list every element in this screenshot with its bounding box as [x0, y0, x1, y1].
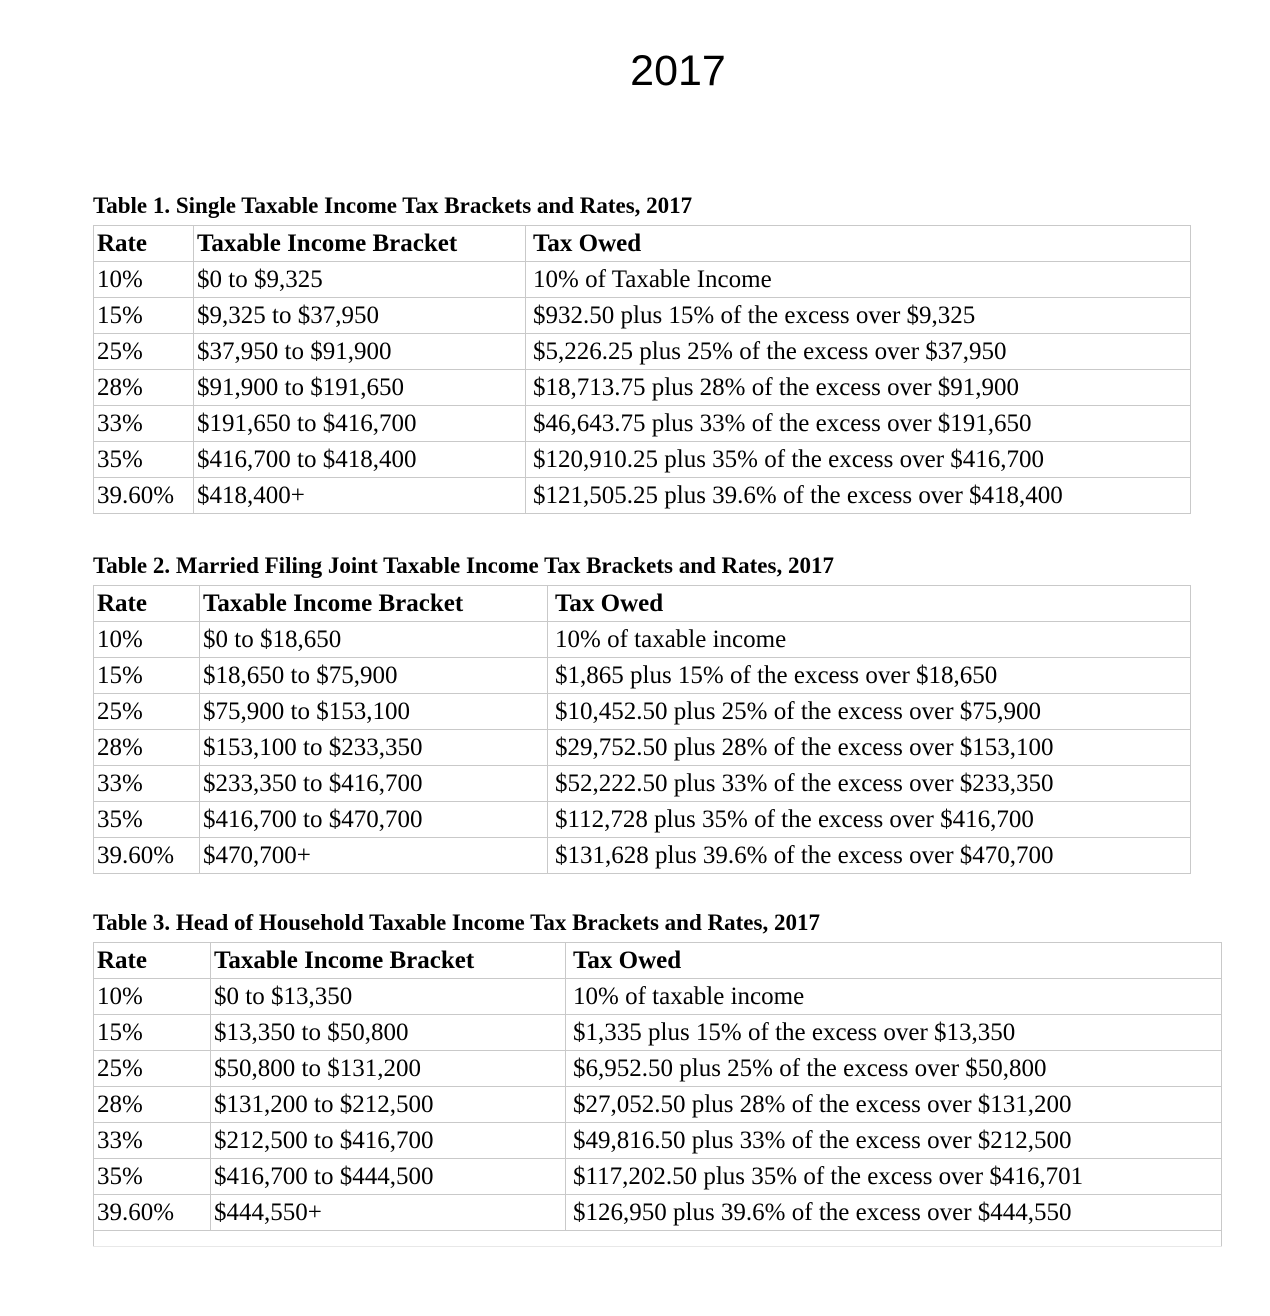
cell-rate: 25% — [94, 694, 200, 730]
empty-trailing-row — [94, 1231, 1222, 1247]
column-header-bracket: Taxable Income Bracket — [211, 943, 566, 979]
table-row — [94, 442, 1191, 478]
cell-bracket: $153,100 to $233,350 — [200, 730, 548, 766]
cell-tax-owed: $18,713.75 plus 28% of the excess over $91,900 — [526, 370, 1191, 406]
cell-rate: 39.60% — [94, 478, 194, 514]
cell-bracket: $0 to $18,650 — [200, 622, 548, 658]
cell-tax-owed: $29,752.50 plus 28% of the excess over $153,100 — [548, 730, 1191, 766]
cell-bracket: $91,900 to $191,650 — [194, 370, 526, 406]
table-row — [94, 658, 1191, 694]
cell-rate: 35% — [94, 1159, 211, 1195]
married-joint-tax-table — [93, 585, 1191, 874]
cell-bracket: $212,500 to $416,700 — [211, 1123, 566, 1159]
cell-rate: 35% — [94, 442, 194, 478]
cell-bracket: $37,950 to $91,900 — [194, 334, 526, 370]
table-2-caption: Table 2. Married Filing Joint Taxable Income Tax Brackets and Rates, 2017 — [93, 553, 834, 579]
table-row — [94, 478, 1191, 514]
column-header-rate: Rate — [94, 586, 200, 622]
cell-tax-owed: 10% of taxable income — [548, 622, 1191, 658]
table-3-body — [94, 979, 1222, 1231]
column-header-tax-owed: Tax Owed — [526, 226, 1191, 262]
cell-rate: 39.60% — [94, 1195, 211, 1231]
cell-tax-owed: $932.50 plus 15% of the excess over $9,325 — [526, 298, 1191, 334]
cell-rate: 10% — [94, 979, 211, 1015]
cell-bracket: $50,800 to $131,200 — [211, 1051, 566, 1087]
table-row — [94, 1123, 1222, 1159]
single-tax-table-section — [93, 192, 1263, 514]
cell-rate: 28% — [94, 370, 194, 406]
cell-tax-owed: $49,816.50 plus 33% of the excess over $212,500 — [566, 1123, 1222, 1159]
cell-tax-owed: $27,052.50 plus 28% of the excess over $131,200 — [566, 1087, 1222, 1123]
table-row — [94, 1195, 1222, 1231]
table-row — [94, 694, 1191, 730]
document-title: 2017 — [630, 47, 726, 95]
table-row — [94, 1087, 1222, 1123]
cell-rate: 25% — [94, 334, 194, 370]
cell-bracket: $416,700 to $470,700 — [200, 802, 548, 838]
cell-bracket: $131,200 to $212,500 — [211, 1087, 566, 1123]
cell-tax-owed: $121,505.25 plus 39.6% of the excess over $418,400 — [526, 478, 1191, 514]
cell-bracket: $444,550+ — [211, 1195, 566, 1231]
table-row — [94, 1159, 1222, 1195]
cell-bracket: $418,400+ — [194, 478, 526, 514]
column-header-tax-owed: Tax Owed — [566, 943, 1222, 979]
head-of-household-tax-table — [93, 942, 1222, 1247]
cell-rate: 33% — [94, 406, 194, 442]
cell-bracket: $18,650 to $75,900 — [200, 658, 548, 694]
cell-rate: 35% — [94, 802, 200, 838]
table-row — [94, 334, 1191, 370]
cell-rate: 15% — [94, 1015, 211, 1051]
cell-bracket: $233,350 to $416,700 — [200, 766, 548, 802]
cell-rate: 25% — [94, 1051, 211, 1087]
cell-tax-owed: 10% of Taxable Income — [526, 262, 1191, 298]
cell-tax-owed: 10% of taxable income — [566, 979, 1222, 1015]
cell-bracket: $416,700 to $444,500 — [211, 1159, 566, 1195]
table-row — [94, 622, 1191, 658]
table-row — [94, 838, 1191, 874]
cell-rate: 33% — [94, 1123, 211, 1159]
empty-cell — [94, 1231, 1222, 1247]
table-2-body — [94, 622, 1191, 874]
table-header-row — [94, 943, 1222, 979]
document-page — [93, 48, 1263, 1247]
table-1-caption: Table 1. Single Taxable Income Tax Brackets and Rates, 2017 — [93, 193, 693, 219]
cell-bracket: $9,325 to $37,950 — [194, 298, 526, 334]
table-header-row — [94, 226, 1191, 262]
column-header-bracket: Taxable Income Bracket — [194, 226, 526, 262]
cell-tax-owed: $1,335 plus 15% of the excess over $13,350 — [566, 1015, 1222, 1051]
cell-tax-owed: $112,728 plus 35% of the excess over $416,700 — [548, 802, 1191, 838]
table-row — [94, 1015, 1222, 1051]
table-row — [94, 262, 1191, 298]
column-header-bracket: Taxable Income Bracket — [200, 586, 548, 622]
cell-bracket: $416,700 to $418,400 — [194, 442, 526, 478]
head-of-household-tax-table-section — [93, 909, 1263, 1247]
cell-rate: 33% — [94, 766, 200, 802]
cell-bracket: $191,650 to $416,700 — [194, 406, 526, 442]
column-header-rate: Rate — [94, 226, 194, 262]
column-header-rate: Rate — [94, 943, 211, 979]
table-row — [94, 766, 1191, 802]
cell-tax-owed: $5,226.25 plus 25% of the excess over $37,950 — [526, 334, 1191, 370]
cell-bracket: $470,700+ — [200, 838, 548, 874]
column-header-tax-owed: Tax Owed — [548, 586, 1191, 622]
cell-rate: 10% — [94, 622, 200, 658]
cell-tax-owed: $120,910.25 plus 35% of the excess over $416,700 — [526, 442, 1191, 478]
table-row — [94, 979, 1222, 1015]
cell-tax-owed: $6,952.50 plus 25% of the excess over $50,800 — [566, 1051, 1222, 1087]
cell-tax-owed: $52,222.50 plus 33% of the excess over $233,350 — [548, 766, 1191, 802]
cell-rate: 28% — [94, 1087, 211, 1123]
cell-rate: 15% — [94, 658, 200, 694]
table-row — [94, 802, 1191, 838]
cell-tax-owed: $126,950 plus 39.6% of the excess over $444,550 — [566, 1195, 1222, 1231]
table-1-body — [94, 262, 1191, 514]
cell-tax-owed: $131,628 plus 39.6% of the excess over $470,700 — [548, 838, 1191, 874]
cell-bracket: $0 to $9,325 — [194, 262, 526, 298]
cell-tax-owed: $46,643.75 plus 33% of the excess over $191,650 — [526, 406, 1191, 442]
table-3-caption: Table 3. Head of Household Taxable Income Tax Brackets and Rates, 2017 — [93, 910, 820, 936]
table-row — [94, 406, 1191, 442]
cell-bracket: $13,350 to $50,800 — [211, 1015, 566, 1051]
cell-tax-owed: $10,452.50 plus 25% of the excess over $75,900 — [548, 694, 1191, 730]
table-row — [94, 1051, 1222, 1087]
cell-rate: 39.60% — [94, 838, 200, 874]
cell-rate: 15% — [94, 298, 194, 334]
table-row — [94, 298, 1191, 334]
table-header-row — [94, 586, 1191, 622]
table-row — [94, 370, 1191, 406]
single-tax-table — [93, 225, 1191, 514]
cell-bracket: $75,900 to $153,100 — [200, 694, 548, 730]
married-joint-tax-table-section — [93, 552, 1263, 874]
cell-rate: 28% — [94, 730, 200, 766]
cell-bracket: $0 to $13,350 — [211, 979, 566, 1015]
cell-rate: 10% — [94, 262, 194, 298]
cell-tax-owed: $1,865 plus 15% of the excess over $18,650 — [548, 658, 1191, 694]
table-row — [94, 730, 1191, 766]
cell-tax-owed: $117,202.50 plus 35% of the excess over $416,701 — [566, 1159, 1222, 1195]
